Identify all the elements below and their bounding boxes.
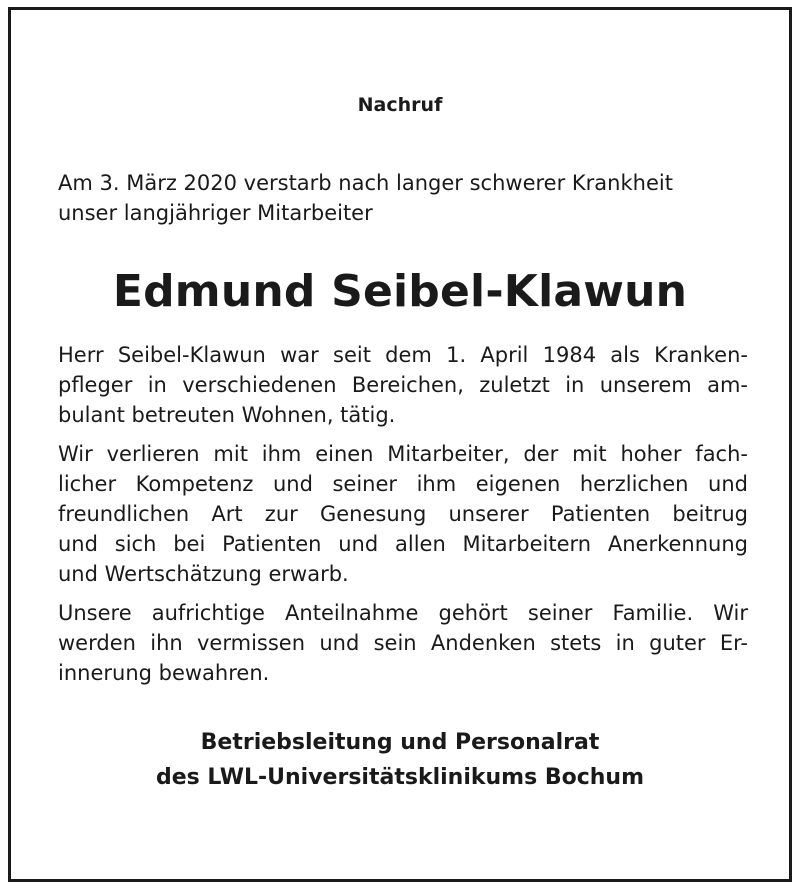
notice-body xyxy=(58,340,748,697)
intro-line: unser langjähriger Mitarbeiter xyxy=(58,201,373,225)
text-line: bulant betreuten Wohnen, tätig. xyxy=(58,403,396,427)
text-line: Herr Seibel-Klawun war seit dem 1. April 1984 als Kranken- xyxy=(58,343,748,367)
text-line: freundlichen Art zur Genesung unserer Patienten beitrug xyxy=(58,502,748,526)
signature-block xyxy=(0,725,800,795)
paragraph-condolence xyxy=(58,598,748,688)
paragraph-tribute xyxy=(58,439,748,589)
paragraph-career xyxy=(58,340,748,430)
deceased-name: Edmund Seibel-Klawun xyxy=(112,266,688,317)
text-line: werden ihn vermissen und sein Andenken stets in guter Er- xyxy=(58,631,748,655)
text-line: Wir verlieren mit ihm einen Mitarbeiter, der mit hoher fach- xyxy=(58,442,748,466)
text-line: und Wertschätzung erwarb. xyxy=(58,562,349,586)
text-line: und sich bei Patienten und allen Mitarbeitern Anerkennung xyxy=(58,532,748,556)
text-line: innerung bewahren. xyxy=(58,661,270,685)
text-line: pfleger in verschiedenen Bereichen, zuletzt in unserem am- xyxy=(58,373,748,397)
intro-text xyxy=(58,168,748,228)
signature-line: des LWL-Universitätsklinikums Bochum xyxy=(156,765,644,790)
text-line: licher Kompetenz und seiner ihm eigenen herzlichen und xyxy=(58,472,748,496)
notice-heading: Nachruf xyxy=(357,94,443,116)
intro-line: Am 3. März 2020 verstarb nach langer schwerer Krankheit xyxy=(58,171,673,195)
signature-line: Betriebsleitung und Personalrat xyxy=(200,730,600,755)
text-line: Unsere aufrichtige Anteilnahme gehört seiner Familie. Wir xyxy=(58,601,748,625)
